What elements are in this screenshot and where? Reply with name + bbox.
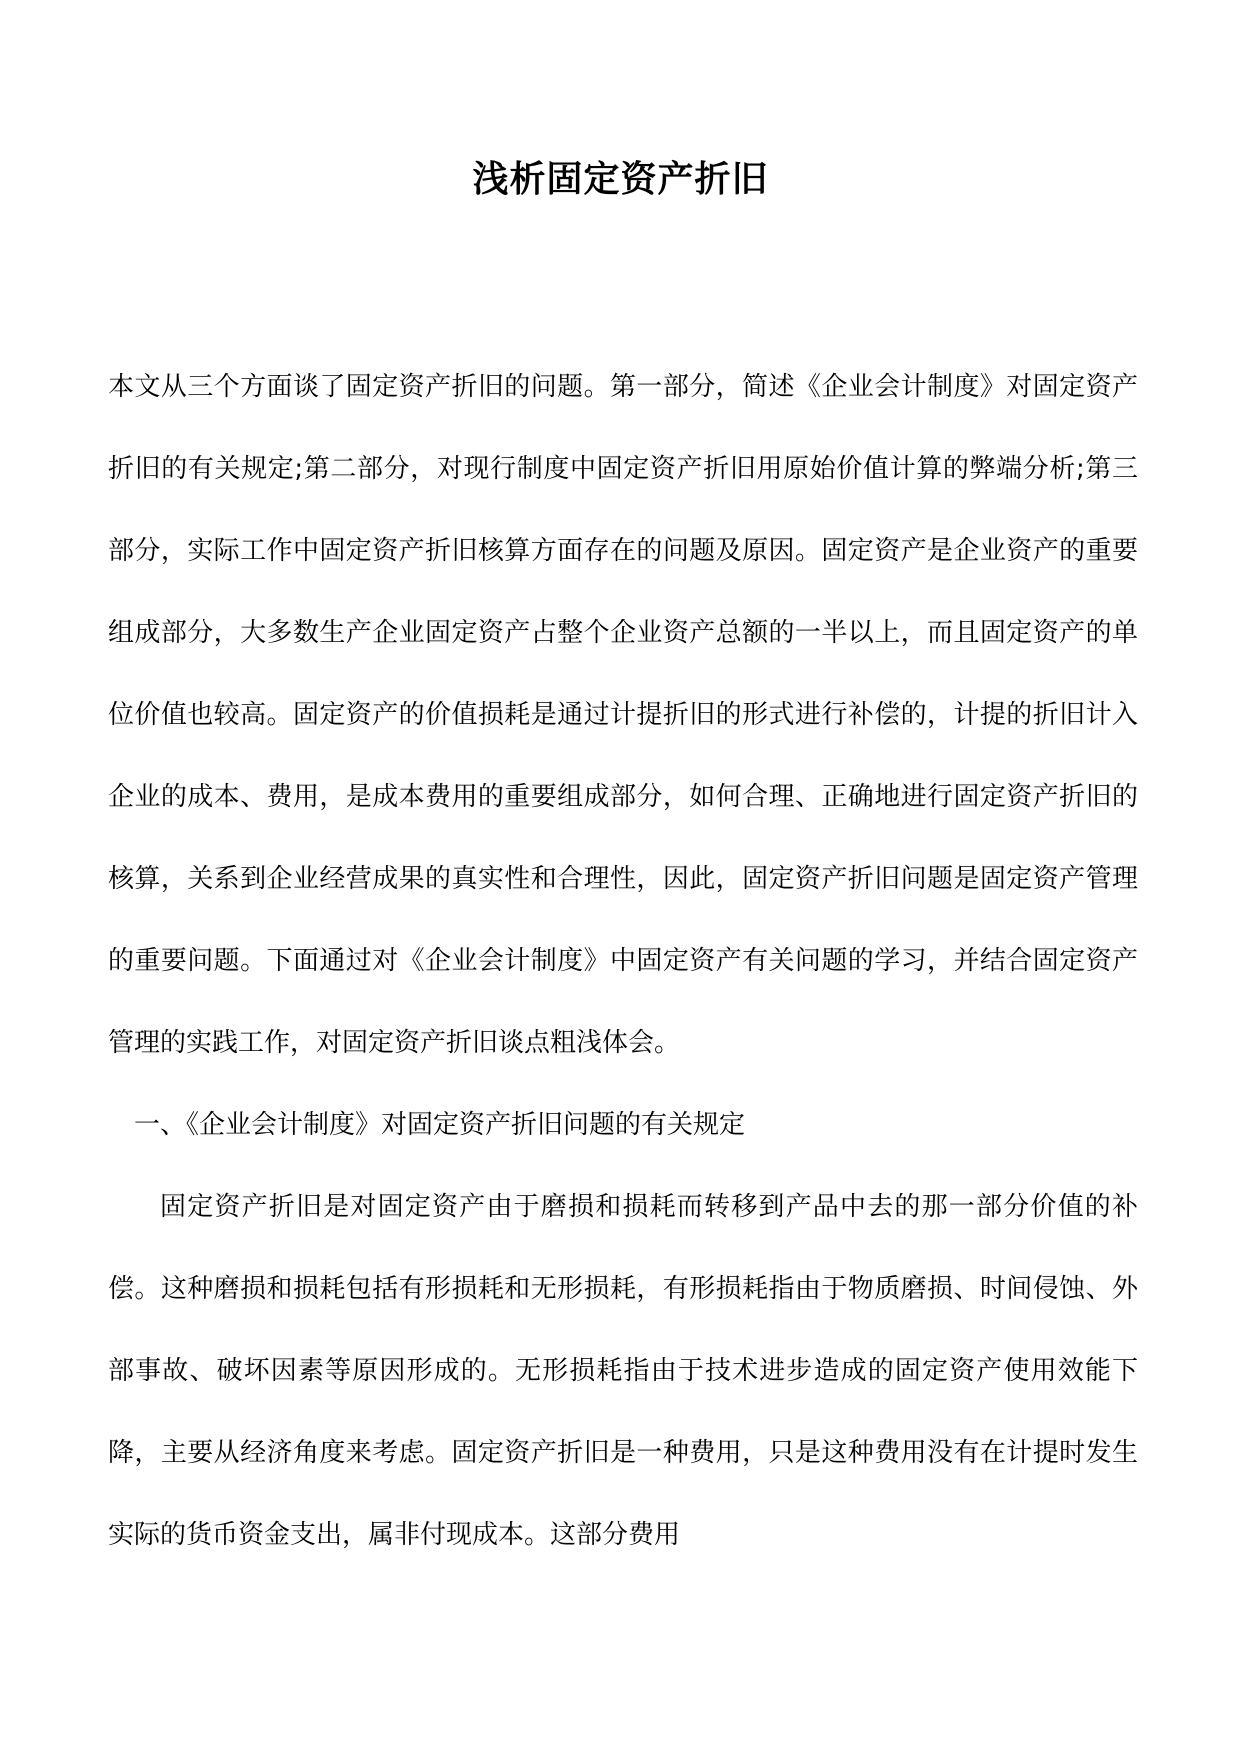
intro-paragraph: 本文从三个方面谈了固定资产折旧的问题。第一部分，简述《企业会计制度》对固定资产折旧的有关规定;第二部分，对现行制度中固定资产折旧用原始价值计算的弊端分析;第三部分，实际工作中固定资产折旧核算方面存在的问题及原因。固定资产是企业资产的重要组成部分，大多数生产企业固定资产占整个企业资产总额的一半以上，而且固定资产的单位价值也较高。固定资产的价值损耗是通过计提折旧的形式进行补偿的，计提的折旧计入企业的成本、费用，是成本费用的重要组成部分，如何合理、正确地进行固定资产折旧的核算，关系到企业经营成果的真实性和合理性，因此，固定资产折旧问题是固定资产管理的重要问题。下面通过对《企业会计制度》中固定资产有关问题的学习，并结合固定资产管理的实践工作，对固定资产折旧谈点粗浅体会。 xyxy=(108,372,1138,1058)
document-body xyxy=(108,346,1138,1576)
document-title: 浅析固定资产折旧 xyxy=(472,159,769,200)
section-heading: 一、《企业会计制度》对固定资产折旧问题的有关规定 xyxy=(134,1110,746,1140)
section-paragraph: 固定资产折旧是对固定资产由于磨损和损耗而转移到产品中去的那一部分价值的补偿。这种磨损和损耗包括有形损耗和无形损耗，有形损耗指由于物质磨损、时间侵蚀、外部事故、破坏因素等原因形成的。无形损耗指由于技术进步造成的固定资产使用效能下降，主要从经济角度来考虑。固定资产折旧是一种费用，只是这种费用没有在计提时发生实际的货币资金支出，属非付现成本。这部分费用 xyxy=(108,1192,1138,1550)
